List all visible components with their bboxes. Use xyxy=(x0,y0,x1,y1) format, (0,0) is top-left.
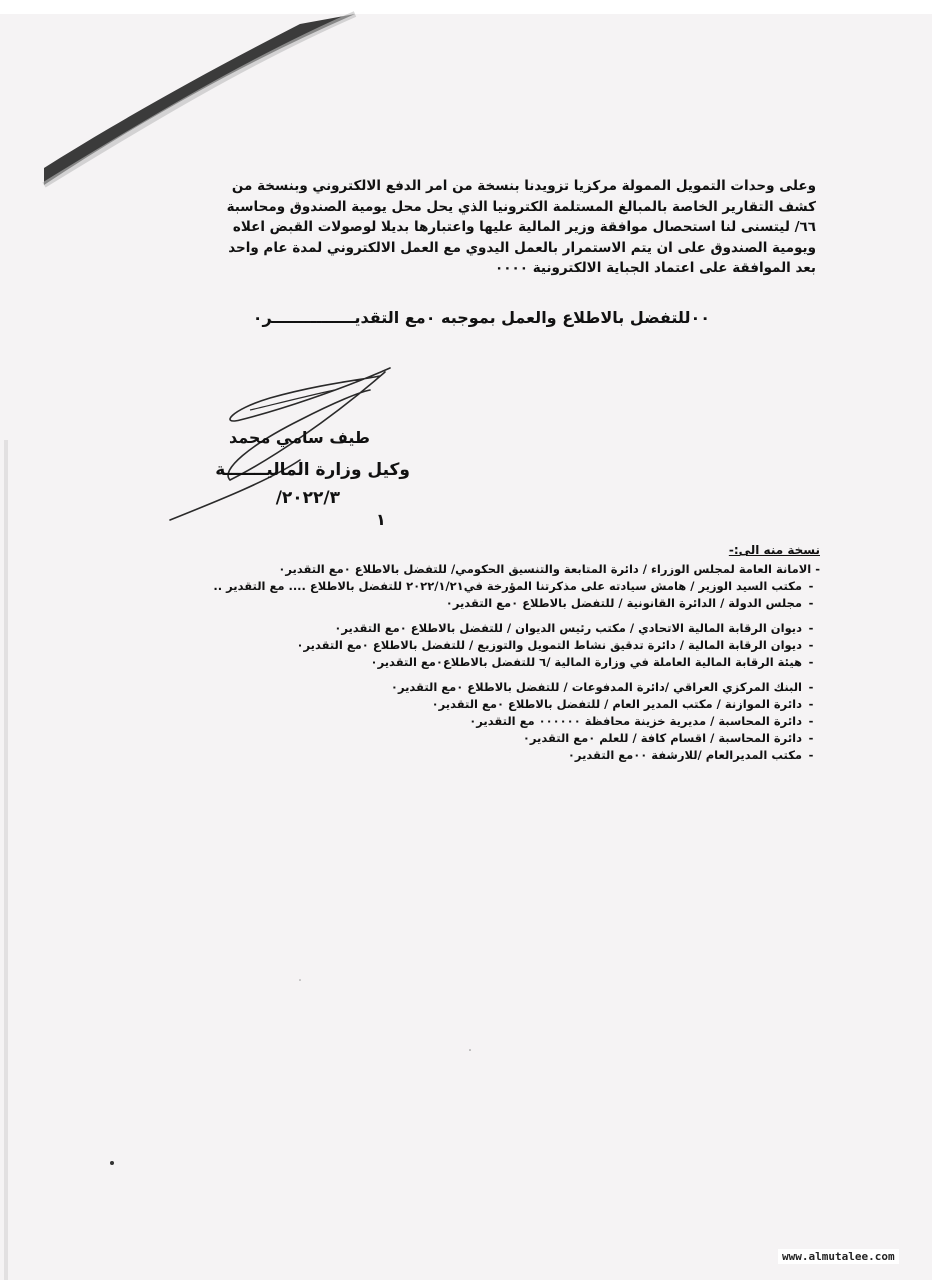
site-watermark: www.almutalee.com xyxy=(778,1249,899,1264)
bullet-dash: - xyxy=(808,579,814,593)
list-item-text: - الامانة العامة لمجلس الوزراء / دائرة المتابعة والتنسيق الحكومي/ للتفضل بالاطلاع ٠مع التقدير٠ xyxy=(278,562,820,576)
bullet-dash: - xyxy=(808,621,814,635)
body-line: وعلى وحدات التمويل الممولة مركزيا تزويدنا بنسخة من امر الدفع الالكتروني وبنسخة من xyxy=(231,178,816,194)
list-item-text: ديوان الرقابة المالية الاتحادي / مكتب رئيس الديوان / للتفضل بالاطلاع ٠مع التقدير٠ xyxy=(334,621,802,635)
body-line: كشف التقارير الخاصة بالمبالغ المستلمة الكترونيا الذي يحل محل يومية الصندوق ومحاسبة xyxy=(226,198,816,215)
bullet-dash: - xyxy=(808,638,814,652)
signature-date-day: ١ xyxy=(376,510,386,529)
list-item-text: دائرة المحاسبة / اقسام كافة / للعلم ٠مع التقدير٠ xyxy=(522,731,802,745)
list-item-text: دائرة الموازنة / مكتب المدير العام / للتفضل بالاطلاع ٠مع التقدير٠ xyxy=(431,697,802,711)
bullet-dash: - xyxy=(808,680,814,694)
list-item-text: البنك المركزي العراقي /دائرة المدفوعات / للتفضل بالاطلاع ٠مع التقدير٠ xyxy=(390,680,802,694)
copies-heading: نسخة منه الى:- xyxy=(728,543,820,557)
list-item-text: مكتب السيد الوزير / هامش سيادته على مذكرتنا المؤرخة في٢٠٢٢/١/٢١ للتفضل بالاطلاع .... مع التقدير .. xyxy=(213,579,802,593)
closing-line: ٠٠للتفضل بالاطلاع والعمل بموجبه ٠مع التقديـــــــــــــــر٠ xyxy=(252,308,710,327)
signatory-name: طيف سامي محمد xyxy=(228,428,370,447)
body-line: ويومية الصندوق على ان يتم الاستمرار بالعمل اليدوي مع العمل الالكتروني لمدة عام واحد xyxy=(228,239,816,256)
bullet-dash: - xyxy=(808,697,814,711)
signatory-title: وكيل وزارة الماليـــــــة xyxy=(215,460,410,480)
body-line: ٦٦/ ليتسنى لنا استحصال موافقة وزير المالية عليها واعتبارها بديلا لوصولات القبض اعلاه xyxy=(232,219,816,235)
list-item-text: مجلس الدولة / الدائرة القانونية / للتفضل بالاطلاع ٠مع التقدير٠ xyxy=(445,596,802,610)
bullet-dash: - xyxy=(808,714,814,728)
bullet-dash: - xyxy=(808,748,814,762)
bullet-dash: - xyxy=(808,596,814,610)
bullet-dash: - xyxy=(808,731,814,745)
list-item-text: هيئة الرقابة المالية العاملة في وزارة المالية /٦ للتفضل بالاطلاع٠مع التقدير٠ xyxy=(370,655,802,669)
list-item-text: ديوان الرقابة المالية / دائرة تدقيق نشاط التمويل والتوزيع / للتفضل بالاطلاع ٠مع التقدير٠ xyxy=(296,638,802,652)
body-line: بعد الموافقة على اعتماد الجباية الالكترونية ٠٠٠٠ xyxy=(495,260,816,276)
signature-date: ٢٠٢٢/٣/ xyxy=(275,488,340,508)
bullet-dash: - xyxy=(808,655,814,669)
list-item-text: مكتب المديرالعام /للارشفة ٠٠مع التقدير٠ xyxy=(567,748,802,762)
list-item-text: دائرة المحاسبة / مديرية خزينة محافظة ٠٠٠٠٠٠ مع التقدير٠ xyxy=(469,714,802,728)
